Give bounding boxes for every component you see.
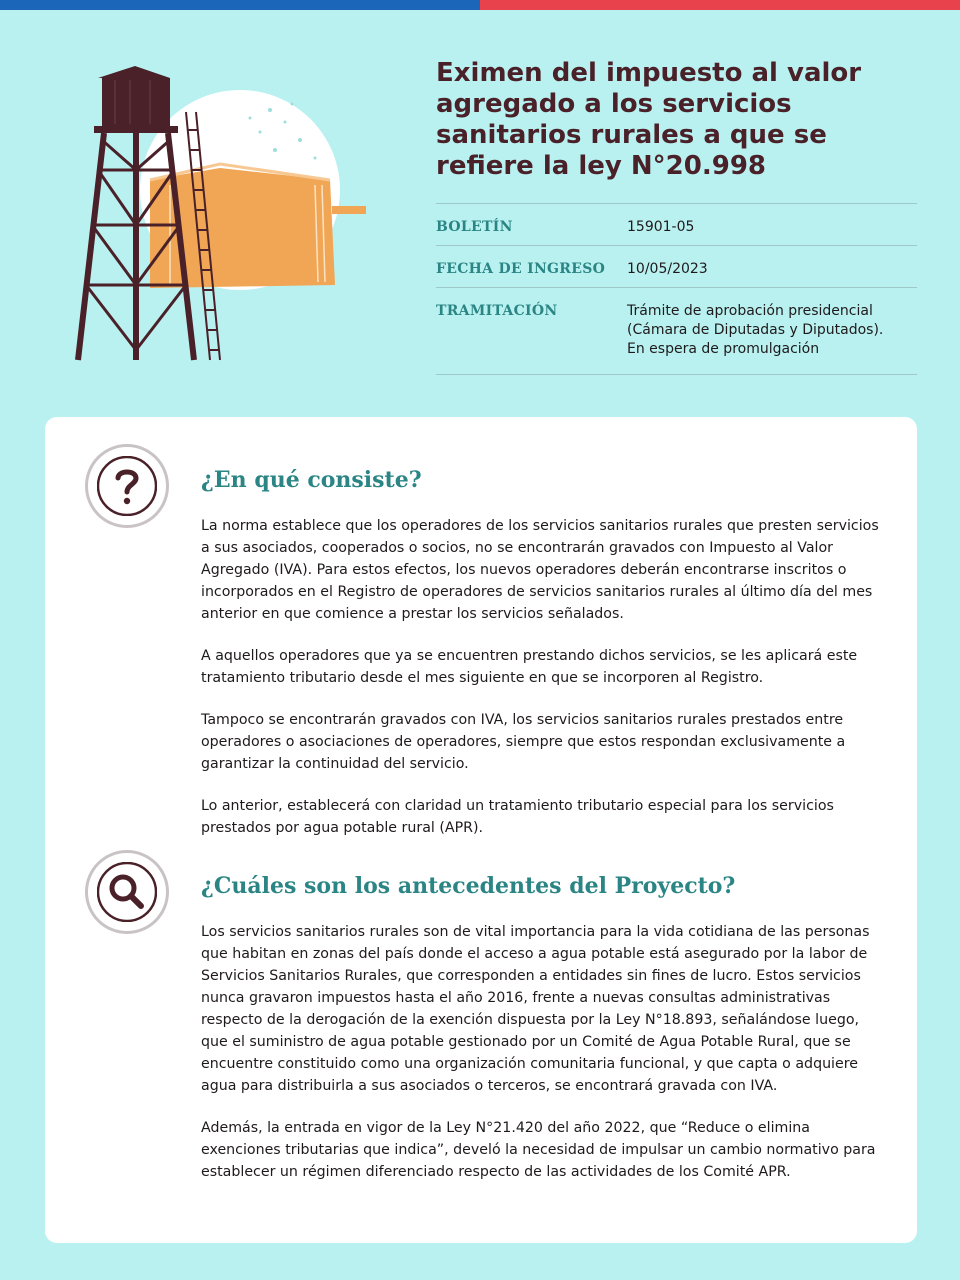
meta-value-line: Trámite de aprobación presidencial xyxy=(627,303,873,319)
section-body-consiste xyxy=(201,515,881,859)
paragraph: La norma establece que los operadores de los servicios sanitarios rurales que presten servicios a sus asociados, cooperados o socios, no se encontrarán gravados con Impuesto al Valor Agregado (IVA). Para estos efectos, los nuevos operadores deberán encontrarse inscritos o incorporados en el Registro de operadores de servicios sanitarios rurales al último día del mes anterior en que comience a prestar los servicios señalados. xyxy=(201,518,879,622)
section-body-antecedentes xyxy=(201,921,881,1203)
paragraph: Además, la entrada en vigor de la Ley N°21.420 del año 2022, que “Reduce o elimina exenciones tributarias que indica”, develó la necesidad de impulsar un cambio normativo para establecer un régimen diferenciado respecto de las actividades de los Comité APR. xyxy=(201,1120,876,1180)
paragraph: A aquellos operadores que ya se encuentren prestando dichos servicios, se les aplicará este tratamiento tributario desde el mes siguiente en que se incorporen al Registro. xyxy=(201,648,858,686)
top-bar-blue xyxy=(0,0,480,10)
top-bar-red xyxy=(480,0,960,10)
paragraph: Lo anterior, establecerá con claridad un tratamiento tributario especial para los servicios prestados por agua potable rural (APR). xyxy=(201,798,834,836)
paragraph: Tampoco se encontrarán gravados con IVA, los servicios sanitarios rurales prestados entre operadores o asociaciones de operadores, siempre que estos respondan exclusivamente a garantizar la continuidad del servicio. xyxy=(201,712,846,772)
question-icon xyxy=(85,444,169,528)
meta-row-fecha xyxy=(436,246,917,288)
top-color-bar xyxy=(0,0,960,10)
meta-value-line: (Cámara de Diputadas y Diputados). xyxy=(627,322,884,338)
page-title: Eximen del impuesto al valor agregado a los servicios sanitarios rurales a que se refiere la ley N°20.998 xyxy=(436,58,862,181)
meta-value: 15901-05 xyxy=(627,219,695,235)
meta-value-line: En espera de promulgación xyxy=(627,341,820,357)
section-heading-consiste: ¿En qué consiste? xyxy=(201,467,422,493)
meta-label: TRAMITACIÓN xyxy=(436,303,558,319)
meta-label: FECHA DE INGRESO xyxy=(436,261,606,277)
search-icon xyxy=(85,850,169,934)
section-heading-antecedentes: ¿Cuáles son los antecedentes del Proyecto? xyxy=(201,873,736,899)
water-tower-illustration xyxy=(70,60,380,370)
metadata-table xyxy=(436,203,917,375)
paragraph: Los servicios sanitarios rurales son de vital importancia para la vida cotidiana de las personas que habitan en zonas del país donde el acceso a agua potable está asegurado por la labor de Servicios Sanitarios Rurales, que corresponden a entidades sin fines de lucro. Estos servicios nunca gravaron impuestos hasta el año 2016, frente a nuevas consultas administrativas respecto de la derogación de la exención dispuesta por la Ley N°18.893, señalándose luego, que el suministro de agua potable gestionado por un Comité de Agua Potable Rural, que se encuentre constituido como una organización comunitaria funcional, y que capta o adquiere agua para distribuirla a sus asociados o terceros, se encontrará gravada con IVA. xyxy=(201,924,870,1094)
meta-value: 10/05/2023 xyxy=(627,261,708,277)
meta-row-tramitacion xyxy=(436,288,917,375)
meta-label: BOLETÍN xyxy=(436,219,513,235)
meta-value xyxy=(627,302,917,360)
content-card xyxy=(45,417,917,1243)
meta-row-boletin xyxy=(436,204,917,246)
